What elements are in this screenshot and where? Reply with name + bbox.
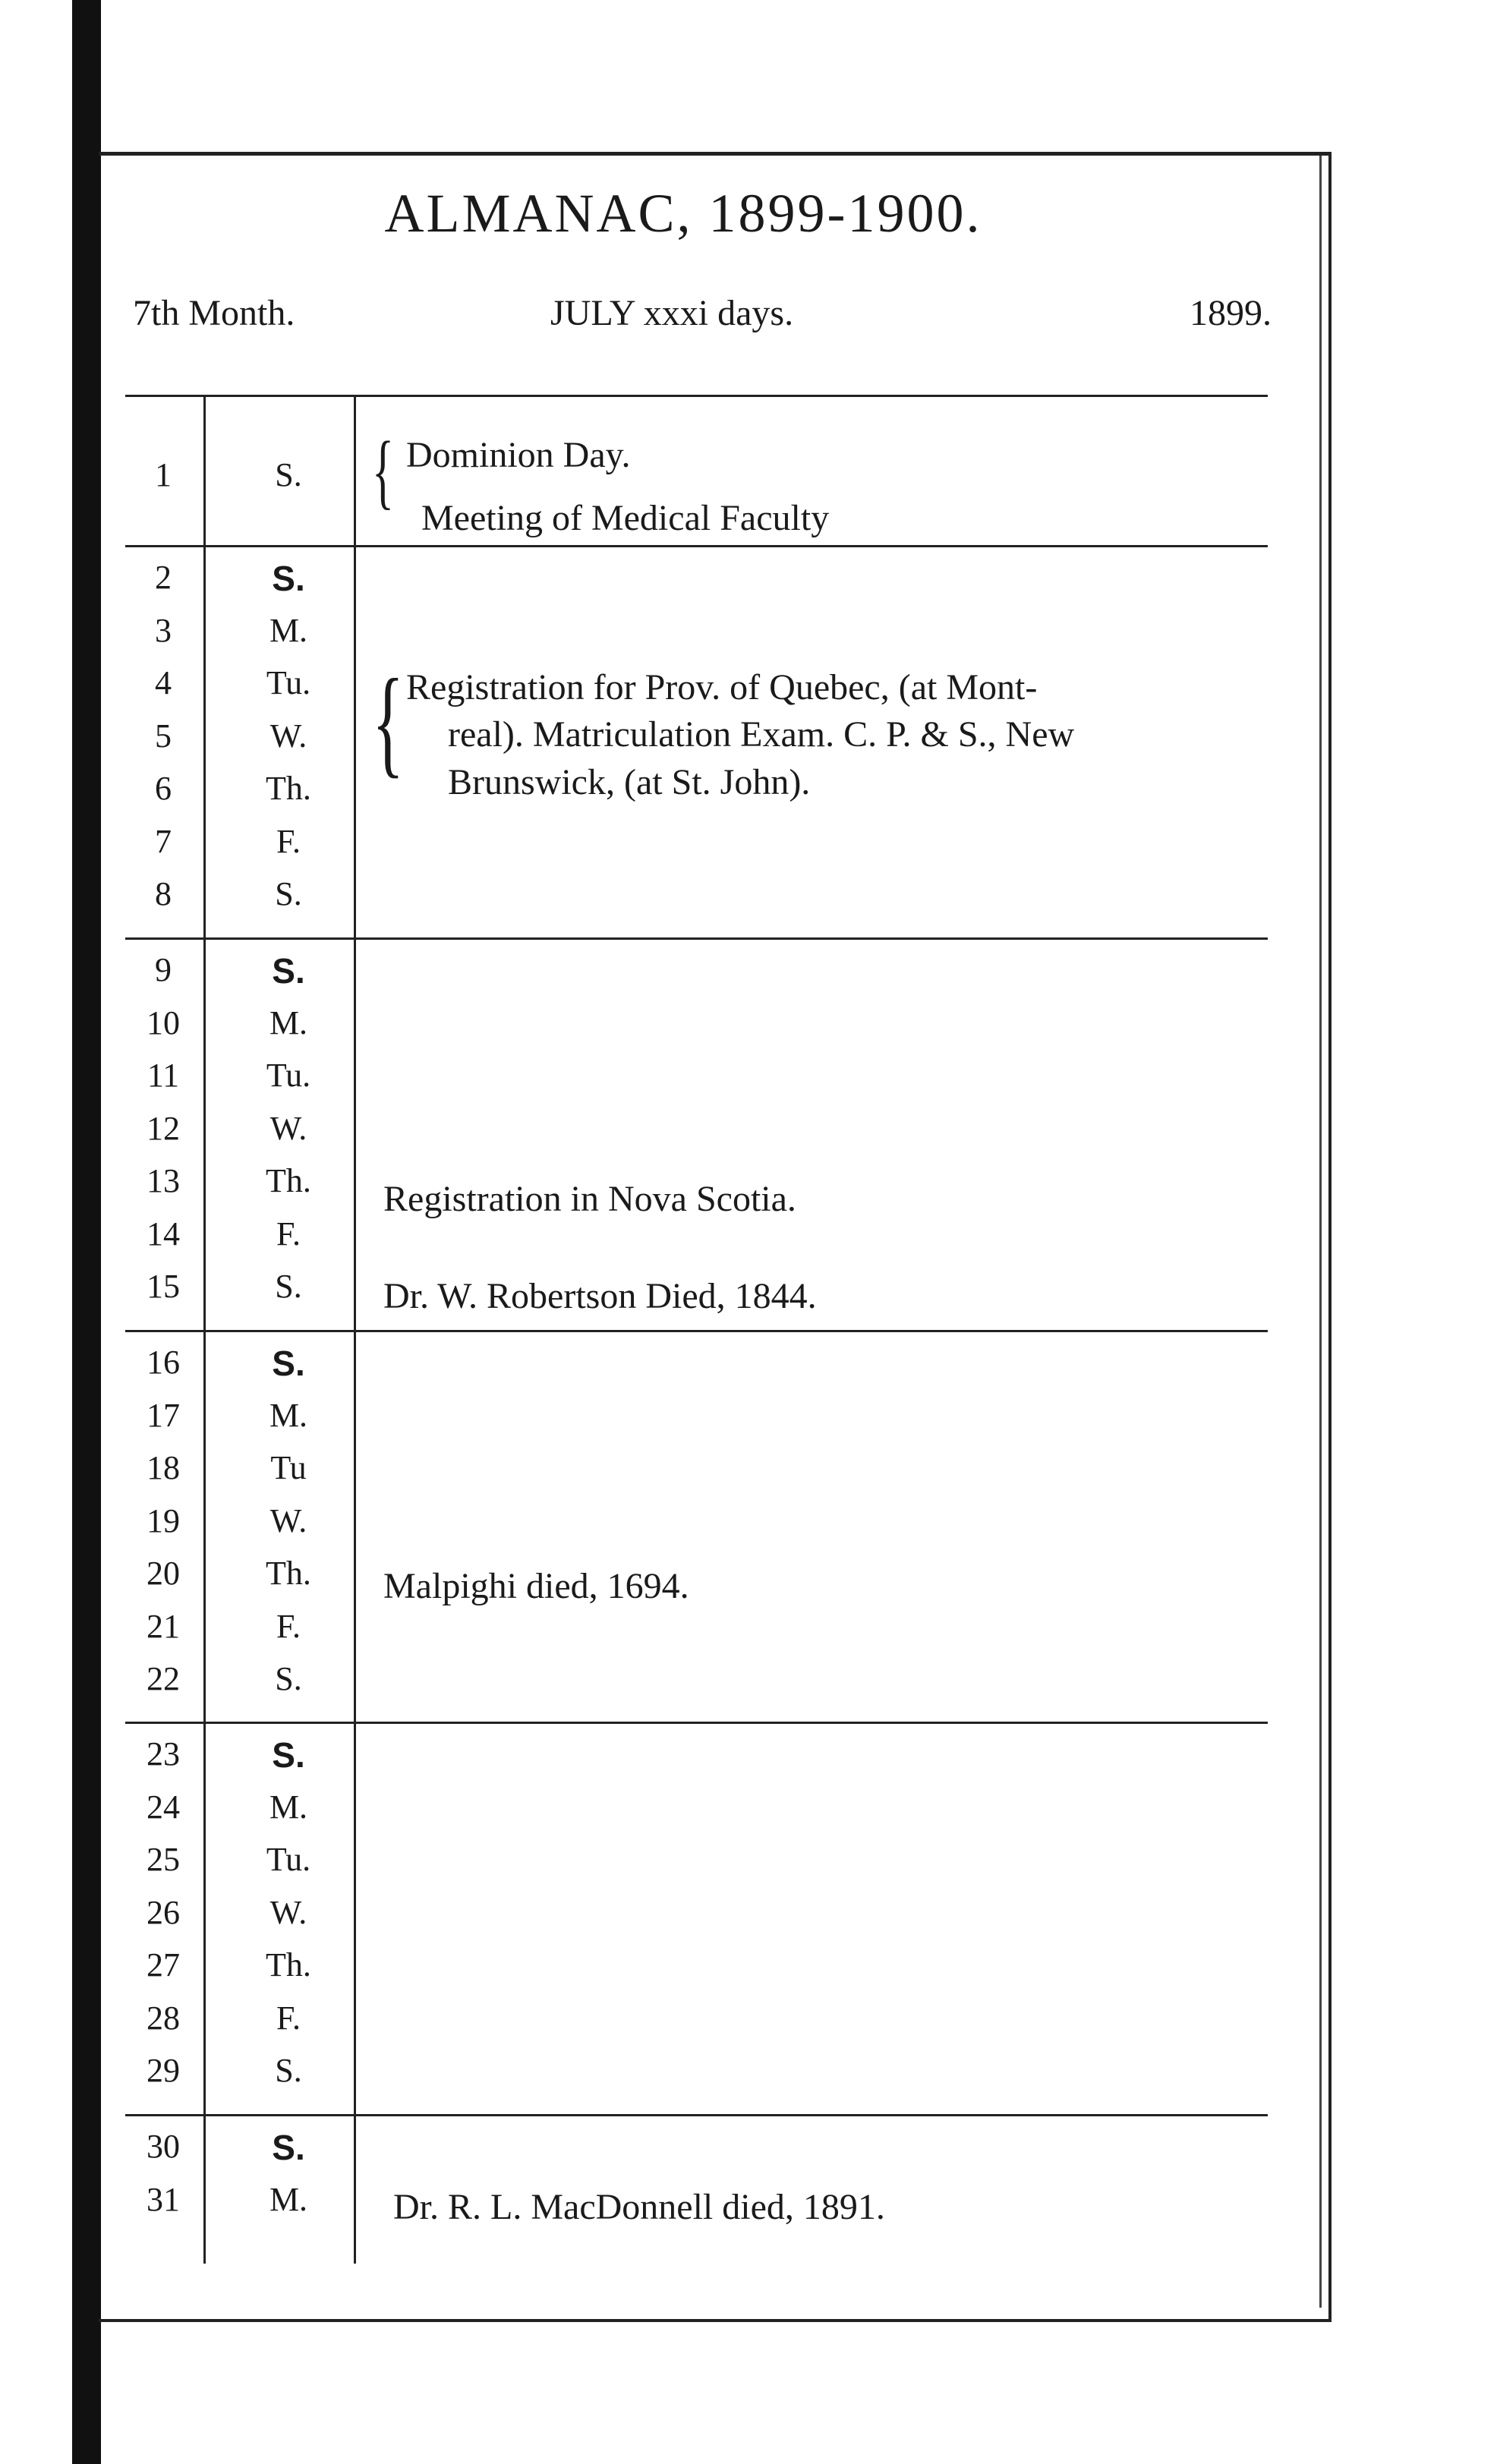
day-of-week: Th. xyxy=(266,1555,311,1592)
day-number: 10 xyxy=(147,1004,180,1041)
day-number: 19 xyxy=(147,1501,180,1539)
event-note: Registration for Prov. of Quebec, (at Mont- xyxy=(406,667,1038,707)
day-number: 18 xyxy=(147,1449,180,1486)
day-of-week: F. xyxy=(276,1215,301,1252)
month-name: JULY xxxi days. xyxy=(550,293,794,333)
day-of-week: Tu xyxy=(270,1449,307,1486)
day-of-week: M. xyxy=(269,2180,308,2218)
day-of-week: S. xyxy=(275,456,302,493)
frame-inner-rule xyxy=(1319,156,1322,2308)
day-of-week: Th. xyxy=(266,1946,311,1983)
day-row xyxy=(114,1215,364,1263)
day-row xyxy=(114,874,364,923)
day-number: 31 xyxy=(147,2180,180,2218)
day-of-week: S. xyxy=(275,1660,302,1697)
event-note: Meeting of Medical Faculty xyxy=(421,498,830,538)
day-number: 25 xyxy=(147,1841,180,1878)
day-number: 16 xyxy=(147,1344,180,1381)
page-binding-edge xyxy=(72,0,101,2464)
event-note: Dr. W. Robertson Died, 1844. xyxy=(383,1276,817,1316)
day-row xyxy=(114,1343,364,1391)
day-number: 22 xyxy=(147,1660,180,1697)
day-row xyxy=(114,1109,364,1158)
day-number: 7 xyxy=(155,822,172,860)
day-number: 6 xyxy=(155,770,172,807)
day-row xyxy=(114,822,364,871)
day-row xyxy=(114,1659,364,1708)
day-row xyxy=(114,1554,364,1602)
day-of-week: Th. xyxy=(266,770,311,807)
event-note: Brunswick, (at St. John). xyxy=(448,762,811,802)
day-row xyxy=(114,1788,364,1836)
day-of-week: W. xyxy=(269,1501,307,1539)
week-separator xyxy=(125,1330,1268,1332)
brace-icon: { xyxy=(372,424,395,517)
day-number: 3 xyxy=(155,611,172,649)
day-row xyxy=(114,717,364,765)
day-row xyxy=(114,1607,364,1656)
header-rule xyxy=(125,395,1268,397)
day-row xyxy=(114,1056,364,1104)
day-of-week: S. xyxy=(272,2128,305,2167)
day-number: 30 xyxy=(147,2128,180,2165)
day-number: 21 xyxy=(147,1607,180,1645)
month-header xyxy=(133,292,1272,338)
day-row xyxy=(114,2051,364,2100)
day-number: 27 xyxy=(147,1946,180,1983)
event-note: Malpighi died, 1694. xyxy=(383,1566,689,1606)
day-row xyxy=(114,611,364,660)
day-of-week: S. xyxy=(275,875,302,912)
day-of-week: S. xyxy=(272,951,305,991)
day-row xyxy=(114,1999,364,2047)
day-row xyxy=(114,1840,364,1889)
day-number: 5 xyxy=(155,717,172,755)
week-separator xyxy=(125,2114,1268,2116)
day-of-week: F. xyxy=(276,822,301,860)
day-of-week: F. xyxy=(276,1607,301,1645)
day-number: 26 xyxy=(147,1893,180,1931)
day-row xyxy=(114,558,364,607)
day-of-week: S. xyxy=(272,1735,305,1775)
day-number: 9 xyxy=(155,951,172,988)
day-number: 24 xyxy=(147,1788,180,1826)
day-row xyxy=(114,1735,364,1783)
week-separator xyxy=(125,937,1268,940)
day-of-week: F. xyxy=(276,1999,301,2037)
almanac-title: ALMANAC, 1899-1900. xyxy=(384,183,982,244)
day-row xyxy=(114,2127,364,2176)
event-note: real). Matriculation Exam. C. P. & S., New xyxy=(448,714,1075,755)
day-of-week: S. xyxy=(275,1268,302,1305)
day-of-week: Tu. xyxy=(266,664,311,701)
day-row xyxy=(114,1946,364,1994)
day-row xyxy=(114,950,364,999)
day-row xyxy=(114,1501,364,1550)
day-row xyxy=(114,663,364,712)
day-of-week: W. xyxy=(269,1893,307,1931)
day-of-week: S. xyxy=(272,559,305,598)
day-row xyxy=(114,1396,364,1445)
event-note: Dr. R. L. MacDonnell died, 1891. xyxy=(393,2187,885,2227)
day-number: 15 xyxy=(147,1268,180,1305)
event-note: Dominion Day. xyxy=(406,435,631,475)
day-number: 4 xyxy=(155,664,172,701)
day-number: 29 xyxy=(147,2052,180,2089)
day-of-week: S. xyxy=(272,1344,305,1383)
day-row xyxy=(114,1161,364,1210)
day-number: 14 xyxy=(147,1215,180,1252)
day-row xyxy=(114,1004,364,1052)
brace-icon: { xyxy=(372,654,405,789)
day-number: 17 xyxy=(147,1396,180,1434)
day-number: 23 xyxy=(147,1735,180,1772)
day-row xyxy=(114,455,364,504)
month-number: 7th Month. xyxy=(133,293,295,333)
day-row xyxy=(114,769,364,818)
day-of-week: W. xyxy=(269,717,307,755)
day-number: 12 xyxy=(147,1109,180,1147)
day-of-week: M. xyxy=(269,1004,308,1041)
day-number: 13 xyxy=(147,1162,180,1199)
day-of-week: Tu. xyxy=(266,1057,311,1094)
day-number: 11 xyxy=(147,1057,180,1094)
day-row xyxy=(114,1893,364,1942)
day-of-week: M. xyxy=(269,1396,308,1434)
day-of-week: M. xyxy=(269,611,308,649)
day-of-week: Tu. xyxy=(266,1841,311,1878)
year: 1899. xyxy=(1190,293,1272,333)
day-row xyxy=(114,2180,364,2229)
day-of-week: Th. xyxy=(266,1162,311,1199)
day-of-week: M. xyxy=(269,1788,308,1826)
event-note: Registration in Nova Scotia. xyxy=(383,1179,796,1219)
day-row xyxy=(114,1267,364,1315)
day-number: 2 xyxy=(155,559,172,596)
week-separator xyxy=(125,1722,1268,1724)
day-number: 1 xyxy=(155,456,172,493)
day-number: 20 xyxy=(147,1555,180,1592)
day-of-week: S. xyxy=(275,2052,302,2089)
day-number: 8 xyxy=(155,875,172,912)
day-row xyxy=(114,1448,364,1497)
week-separator xyxy=(125,545,1268,547)
day-of-week: W. xyxy=(269,1109,307,1147)
day-number: 28 xyxy=(147,1999,180,2037)
